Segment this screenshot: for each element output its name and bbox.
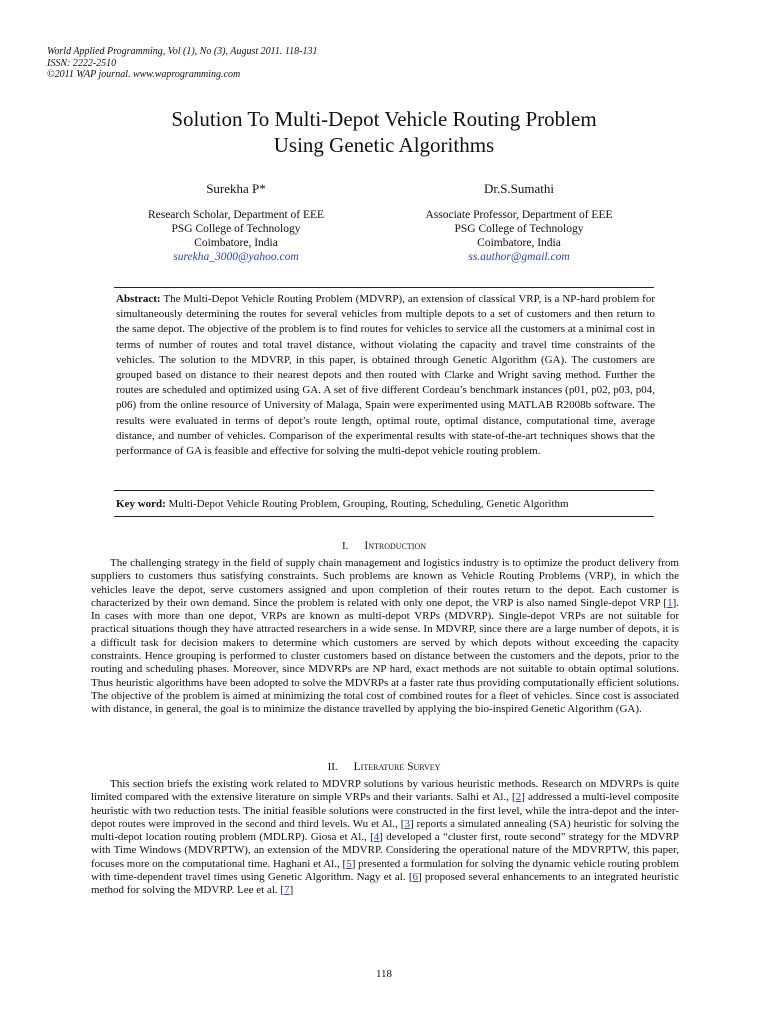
abstract-text: The Multi-Depot Vehicle Routing Problem (MDVRP), an extension of classical VRP, is a NP-hard problem for simultaneously determining the routes for several vehicles from multiple depots to a set of customers and then return to the same depot. The objective of the problem is to find routes for vehicles to service all the customers at a minimal cost in terms of number of routes and total travel distance, without violating the capacity and travel time constraints of the vehicles. The solution to the MDVRP, in this paper, is obtained through Genetic Algorithm (GA). The customers are grouped based on distance to their nearest depots and then routed with Clarke and Wright saving method. Further the routes are scheduled and optimized using GA. A set of five different Cordeau’s benchmark instances (p01, p02, p03, p04, p06) from the online resource of University of Malaga, Spain were experimented using MATLAB R2008b software. The results were evaluated in terms of depot’s route length, optimal route, optimal distance, computational time, average distance, and number of vehicles. Comparison of the experimental results with state-of-the-art techniques shows that the performance of GA is feasible and effective for solving the multi-depot vehicle routing problem. [116, 293, 655, 458]
journal-header [47, 46, 317, 81]
intro-text-part-2: ]. In cases with more than one depot, VRPs are known as multi-depot VRPs (MDVRP). Single-depot VRPs are not suitable for practical situations though they have attracted researchers in a wide sense. In MDVRP, since there are a large number of depots, it is a difficult task for decision makers to determine which customers are served by which depots without exceeding the capacity constraints. Hence grouping is performed to cluster customers based on distance between the customers and the depots, prior to the routing and scheduling phases. Moreover, since MDVRPs are NP hard, exact methods are not suitable to obtain optimal solutions. Thus heuristic algorithms have been adopted to solve the MDVRPs at a faster rate thus providing computationally efficient solutions. The objective of the problem is aimed at minimizing the total cost of combined routes for a fleet of vehicles. Since cost is associated with distance, in general, the goal is to minimize the distance travelled by applying the bio-inspired Genetic Algorithm (GA). [91, 596, 679, 716]
paper-title [80, 106, 688, 158]
author-name: Surekha P* [206, 181, 266, 196]
lit-text-part-5: ] presented a formulation for solving the dynamic vehicle routing problem with time-dependent travel times using Genetic Algorithm. Nagy et al. [ [91, 857, 679, 884]
lit-text-part-1: This section briefs the existing work related to MDVRP solutions by various heuristic methods. Research on MDVRPs is quite limited compared with the extensive literature on simple VRPs and their variants. Salhi et Al., [ [91, 778, 679, 804]
author-institution: PSG College of Technology [171, 223, 301, 235]
author-email-link[interactable]: ss.author@gmail.com [468, 251, 570, 263]
author-position: Research Scholar, Department of EEE [147, 209, 325, 221]
lit-text-part-4: ] developed a “cluster first, route second” strategy for the MDVRP with Time Windows (MDVRPTW), an extension of the MDVRP. Considering the operational nature of the MDVRPTW, this paper, focuses more on the computational time. Haghani et Al., [ [91, 831, 679, 870]
citation-link-6[interactable]: 6 [412, 871, 418, 884]
journal-issn: ISSN: 2222-2510 [47, 57, 117, 69]
abstract-top-rule [114, 287, 654, 288]
journal-citation: World Applied Programming, Vol (1), No (3), August 2011. 118-131 [47, 46, 318, 57]
abstract [116, 292, 655, 459]
author-location: Coimbatore, India [477, 237, 561, 249]
citation-link-2[interactable]: 2 [515, 791, 522, 804]
paper-title-line-2: Using Genetic Algorithms [273, 133, 495, 157]
author-block-2 [379, 182, 659, 264]
intro-text-part-1: The challenging strategy in the field of supply chain management and logistics industry is to optimize the product delivery from suppliers to customers thus satisfying constraints. Such problems are known as Vehicle Routing Problems (VRP), in which the vehicles leave the depot, serve customers assigned and upon completion of their routes return to the depot. Each customer is characterized by their own demand. Since the problem is related with only one depot, the VRP is also named Single-depot VRP [ [91, 557, 679, 609]
lit-text-part-6: ] proposed several enhancements to an integrated heuristic method for solving the MDVRP. Lee et al. [ [91, 871, 679, 897]
section-title: Literature Survey [353, 761, 441, 773]
lit-text-part-7: ] [289, 884, 294, 897]
citation-link-5[interactable]: 5 [346, 857, 352, 870]
keywords-text: Multi-Depot Vehicle Routing Problem, Grouping, Routing, Scheduling, Genetic Algorithm [168, 498, 569, 510]
abstract-bottom-rule [114, 490, 654, 491]
section-heading-literature-survey [90, 760, 678, 774]
author-name: Dr.S.Sumathi [483, 181, 555, 196]
citation-link-4[interactable]: 4 [373, 831, 380, 844]
citation-link-1[interactable]: 1 [667, 596, 673, 609]
section-number: I. [341, 540, 349, 552]
section-title: Introduction [364, 540, 427, 552]
author-email-link[interactable]: surekha_3000@yahoo.com [173, 251, 299, 263]
citation-link-7[interactable]: 7 [284, 884, 290, 897]
author-position: Associate Professor, Department of EEE [425, 209, 613, 221]
literature-survey-paragraph [91, 778, 679, 898]
journal-copyright: ©2011 WAP journal. www.waprogramming.com [47, 69, 241, 80]
citation-link-3[interactable]: 3 [404, 817, 410, 830]
abstract-label: Abstract: [116, 293, 161, 305]
keywords-bottom-rule [114, 516, 654, 517]
section-heading-introduction [90, 539, 678, 553]
lit-text-part-3: ] reports a simulated annealing (SA) heuristic for solving the multi-depot location routing problem (MDLRP). Giosa et Al., [ [91, 817, 679, 844]
keywords-label: Key word: [116, 498, 166, 510]
lit-text-part-2: ] addressed a multi-level composite heuristic with two reduction tests. The initial feasible solutions were constructed in the first level, while the intra-depot and the inter-depot routes were improved in the second and third levels. Wu et Al., [ [91, 791, 679, 830]
keywords [116, 497, 661, 512]
introduction-paragraph [91, 557, 679, 717]
author-location: Coimbatore, India [194, 237, 278, 249]
author-block-1 [96, 182, 376, 264]
section-number: II. [327, 761, 338, 773]
author-institution: PSG College of Technology [454, 223, 584, 235]
paper-title-line-1: Solution To Multi-Depot Vehicle Routing Problem [171, 107, 597, 131]
page-number: 118 [375, 968, 393, 980]
